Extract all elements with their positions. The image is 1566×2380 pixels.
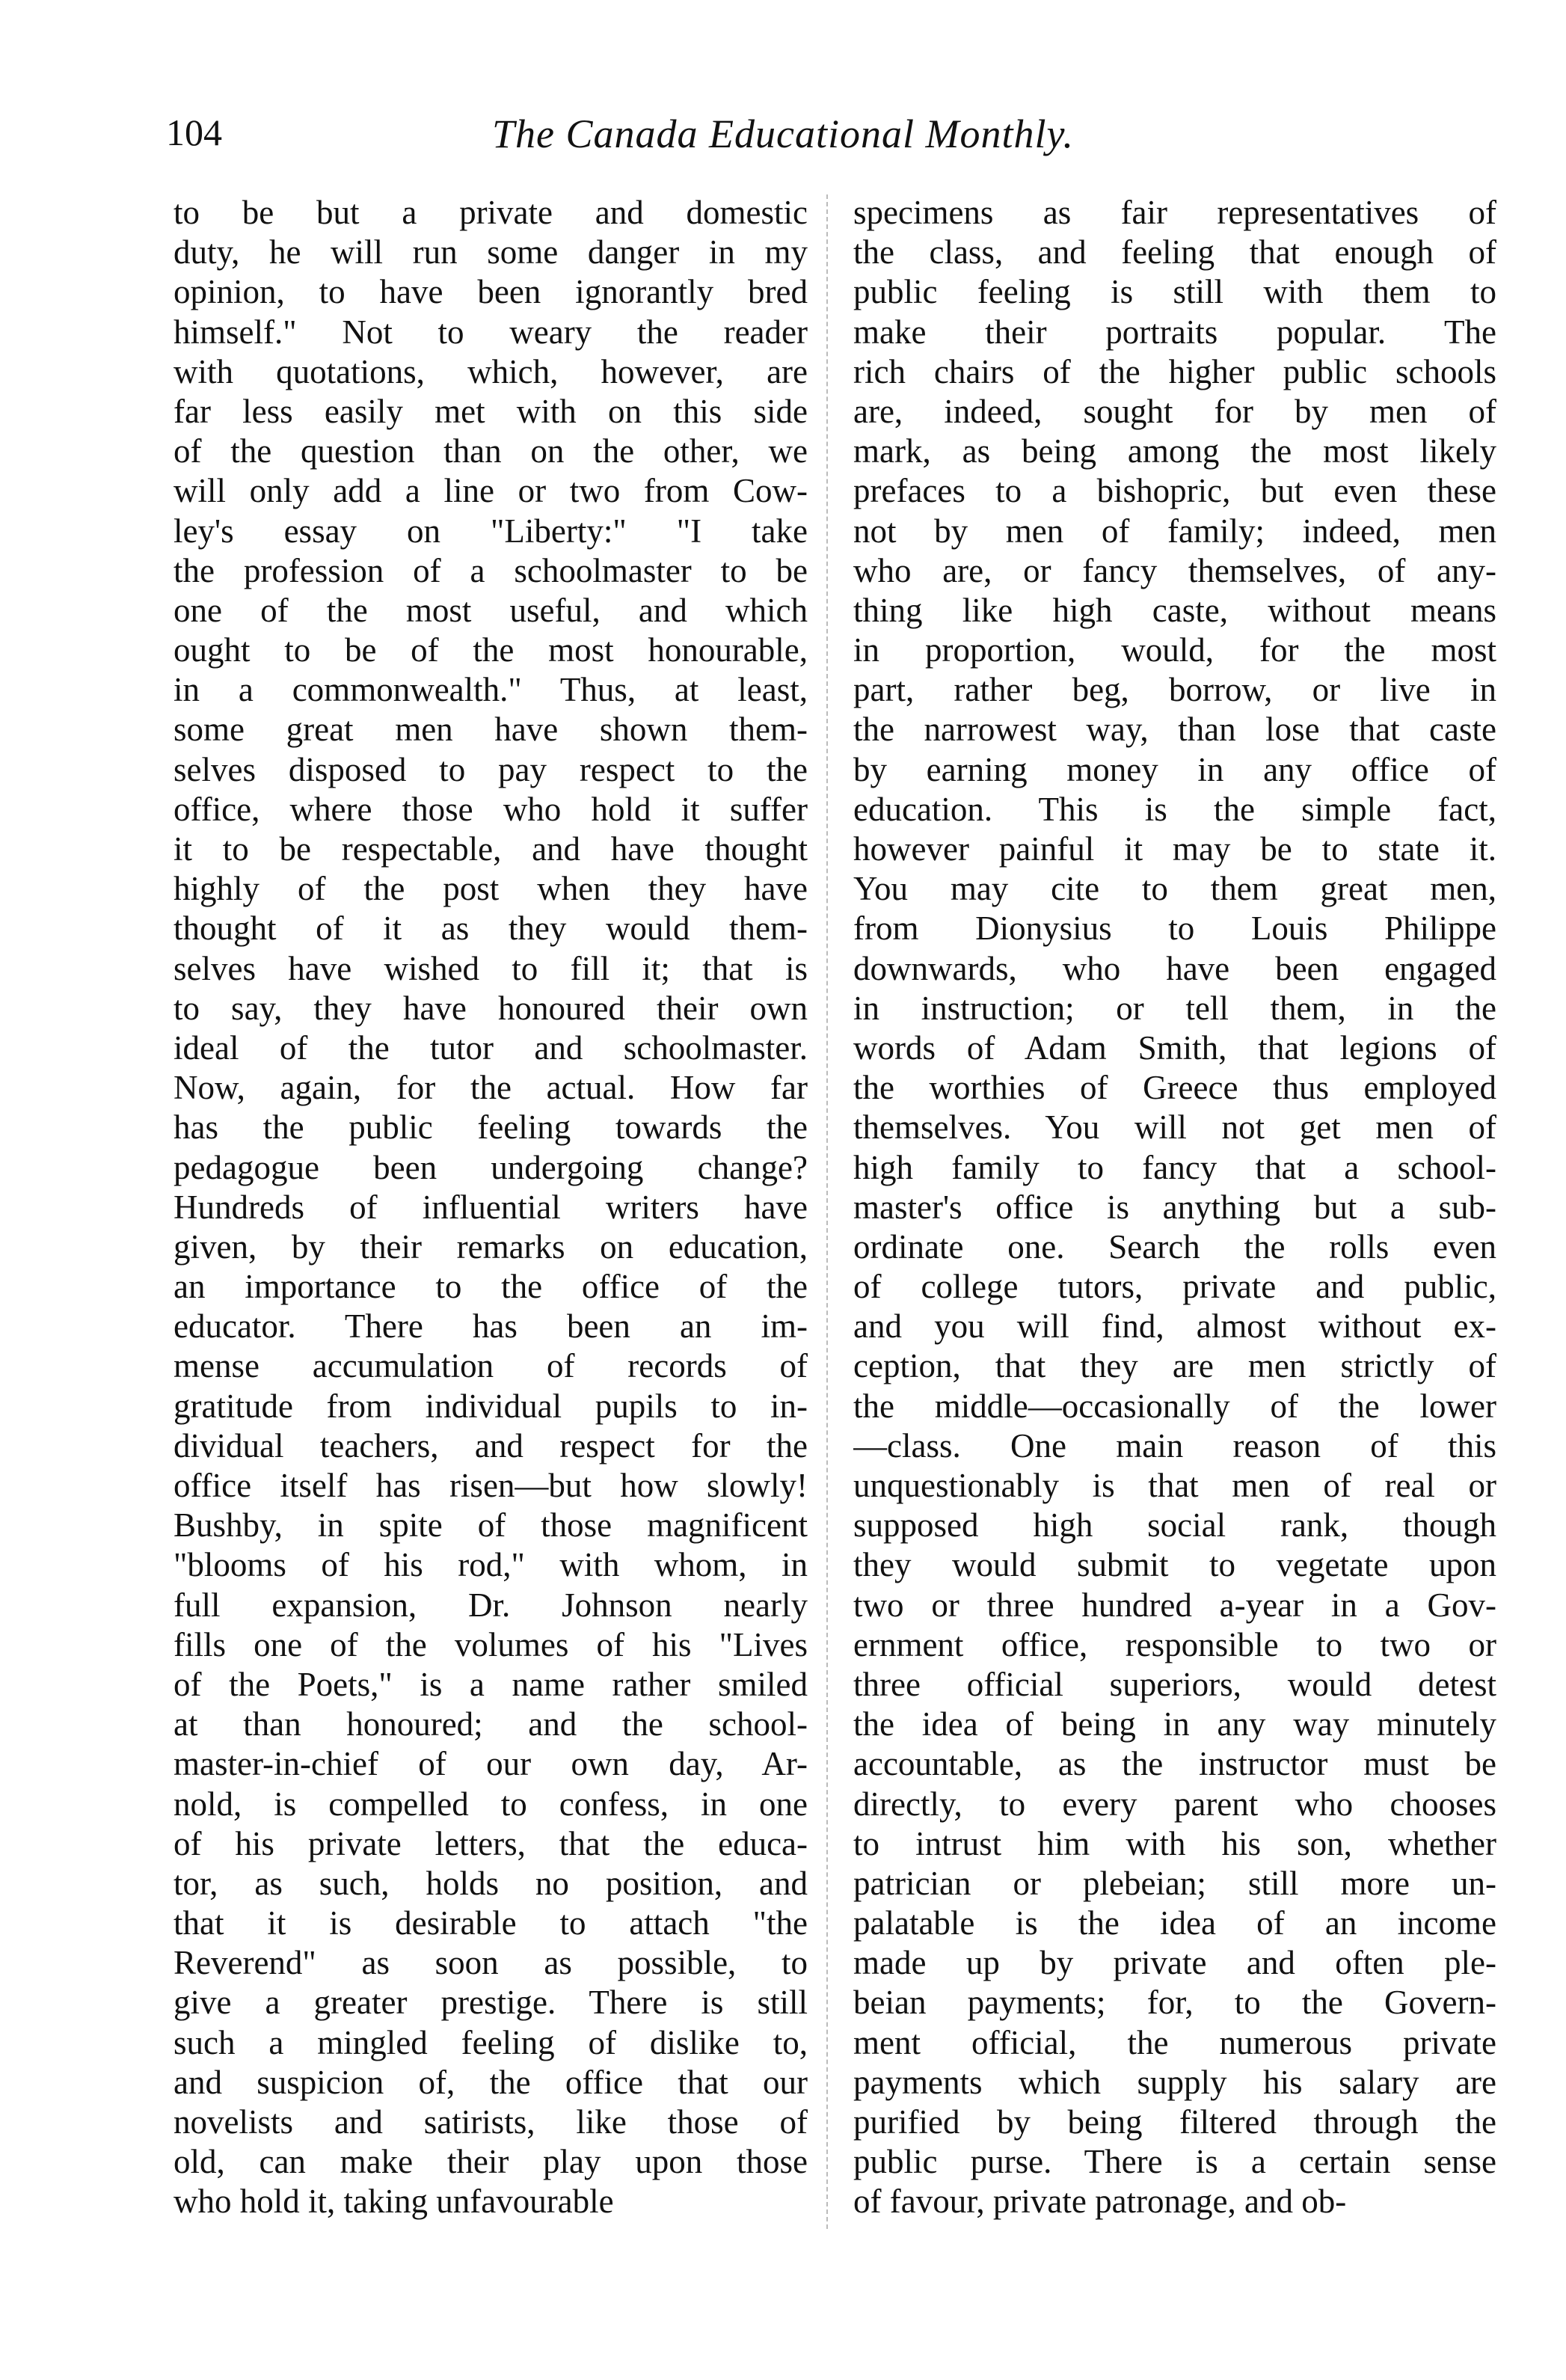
text-line: themselves. You will not get men of — [853, 1108, 1496, 1147]
text-line: to intrust him with his son, whether — [853, 1824, 1496, 1862]
text-line: thought of it as they would them- — [174, 910, 808, 948]
text-line: office itself has risen—but how slowly! — [174, 1467, 808, 1504]
text-line: palatable is the idea of an income — [853, 1904, 1496, 1942]
text-line: master-in-chief of our own day, Ar- — [174, 1745, 808, 1783]
text-line: full expansion, Dr. Johnson nearly — [174, 1586, 808, 1624]
text-line: in instruction; or tell them, in the — [853, 989, 1496, 1027]
text-line: accountable, as the instructor must be — [853, 1745, 1496, 1783]
text-line: You may cite to them great men, — [853, 870, 1496, 908]
text-line: to be but a private and domestic — [174, 194, 808, 231]
text-line: fills one of the volumes of his "Lives — [174, 1625, 808, 1663]
text-line: opinion, to have been ignorantly bred — [174, 273, 808, 311]
text-line: mense accumulation of records of — [174, 1347, 808, 1385]
text-line: and suspicion of, the office that our — [174, 2063, 808, 2101]
text-line: one of the most useful, and which — [174, 591, 808, 629]
text-line: not by men of family; indeed, men — [853, 512, 1496, 550]
text-line: give a greater prestige. There is still — [174, 1984, 808, 2022]
text-line: Hundreds of influential writers have — [174, 1188, 808, 1226]
text-line: in proportion, would, for the most — [853, 631, 1496, 669]
text-line: old, can make their play upon those — [174, 2143, 808, 2181]
text-line: master's office is anything but a sub- — [853, 1188, 1496, 1226]
text-line: and you will find, almost without ex- — [853, 1307, 1496, 1346]
text-line: made up by private and often ple- — [853, 1944, 1496, 1982]
text-line: Reverend" as soon as possible, to — [174, 1944, 808, 1982]
text-line: two or three hundred a-year in a Gov- — [853, 1586, 1496, 1624]
text-line: public purse. There is a certain sense — [853, 2143, 1496, 2181]
text-line: rich chairs of the higher public schools — [853, 352, 1496, 390]
text-line: some great men have shown them- — [174, 711, 808, 749]
text-line: part, rather beg, borrow, or live in — [853, 671, 1496, 709]
text-line: gratitude from individual pupils to in- — [174, 1387, 808, 1425]
text-line: to say, they have honoured their own — [174, 989, 808, 1027]
text-line: an importance to the office of the — [174, 1268, 808, 1306]
text-line: novelists and satirists, like those of — [174, 2103, 808, 2141]
right-text-column — [853, 193, 1496, 2222]
text-line: Now, again, for the actual. How far — [174, 1069, 808, 1107]
text-line: tor, as such, holds no position, and — [174, 1864, 808, 1902]
text-line: of the question than on the other, we — [174, 432, 808, 470]
text-line: patrician or plebeian; still more un- — [853, 1864, 1496, 1902]
text-line: who are, or fancy themselves, of any- — [853, 551, 1496, 589]
text-line: payments which supply his salary are — [853, 2063, 1496, 2101]
text-line: who hold it, taking unfavourable — [174, 2183, 614, 2221]
text-line: ideal of the tutor and schoolmaster. — [174, 1028, 808, 1067]
text-line: mark, as being among the most likely — [853, 432, 1496, 470]
text-line: given, by their remarks on education, — [174, 1227, 808, 1266]
text-line: selves have wished to fill it; that is — [174, 949, 808, 987]
text-line: high family to fancy that a school- — [853, 1148, 1496, 1186]
text-line: of his private letters, that the educa- — [174, 1824, 808, 1862]
text-line: in a commonwealth." Thus, at least, — [174, 671, 808, 709]
text-line: words of Adam Smith, that legions of — [853, 1028, 1496, 1067]
page-header — [0, 111, 1566, 163]
text-line: himself." Not to weary the reader — [174, 313, 808, 351]
text-line: ception, that they are men strictly of — [853, 1347, 1496, 1385]
text-line: the class, and feeling that enough of — [853, 233, 1496, 272]
text-line: office, where those who hold it suffer — [174, 790, 808, 828]
text-line: specimens as fair representatives of — [853, 194, 1496, 231]
text-line: pedagogue been undergoing change? — [174, 1148, 808, 1186]
text-line: nold, is compelled to confess, in one — [174, 1785, 808, 1823]
text-line: of the Poets," is a name rather smiled — [174, 1665, 808, 1703]
text-line: the narrowest way, than lose that caste — [853, 711, 1496, 749]
text-line: the idea of being in any way minutely — [853, 1705, 1496, 1743]
text-line: educator. There has been an im- — [174, 1307, 808, 1346]
running-title: The Canada Educational Monthly. — [492, 111, 1074, 156]
text-line: "blooms of his rod," with whom, in — [174, 1546, 808, 1584]
text-line: dividual teachers, and respect for the — [174, 1426, 808, 1465]
text-line: will only add a line or two from Cow- — [174, 472, 808, 510]
text-line: selves disposed to pay respect to the — [174, 750, 808, 788]
text-line: with quotations, which, however, are — [174, 352, 808, 390]
text-line: downwards, who have been engaged — [853, 949, 1496, 987]
text-line: has the public feeling towards the — [174, 1108, 808, 1147]
text-line: from Dionysius to Louis Philippe — [853, 910, 1496, 948]
text-line: three official superiors, would detest — [853, 1665, 1496, 1703]
page-number: 104 — [166, 111, 222, 153]
text-line: such a mingled feeling of dislike to, — [174, 2023, 808, 2061]
text-line: duty, he will run some danger in my — [174, 233, 808, 272]
text-line: the worthies of Greece thus employed — [853, 1069, 1496, 1107]
text-line: —class. One main reason of this — [853, 1426, 1496, 1465]
text-line: are, indeed, sought for by men of — [853, 392, 1496, 430]
text-line: public feeling is still with them to — [853, 273, 1496, 311]
text-line: directly, to every parent who chooses — [853, 1785, 1496, 1823]
text-line: ernment office, responsible to two or — [853, 1625, 1496, 1663]
text-line: far less easily met with on this side — [174, 392, 808, 430]
text-line: ley's essay on "Liberty:" "I take — [174, 512, 808, 550]
text-line: by earning money in any office of — [853, 750, 1496, 788]
text-line: unquestionably is that men of real or — [853, 1467, 1496, 1504]
text-line: supposed high social rank, though — [853, 1506, 1496, 1545]
column-divider — [826, 194, 829, 2229]
text-line: it to be respectable, and have thought — [174, 830, 808, 868]
text-line: however painful it may be to state it. — [853, 830, 1496, 868]
text-line: education. This is the simple fact, — [853, 790, 1496, 828]
text-line: make their portraits popular. The — [853, 313, 1496, 351]
text-line: beian payments; for, to the Govern- — [853, 1984, 1496, 2022]
text-line: Bushby, in spite of those magnificent — [174, 1506, 808, 1545]
text-line: ordinate one. Search the rolls even — [853, 1227, 1496, 1266]
text-line: at than honoured; and the school- — [174, 1705, 808, 1743]
text-line: they would submit to vegetate upon — [853, 1546, 1496, 1584]
text-line: of favour, private patronage, and ob- — [853, 2183, 1347, 2221]
text-line: the profession of a schoolmaster to be — [174, 551, 808, 589]
text-line: purified by being filtered through the — [853, 2103, 1496, 2141]
text-line: that it is desirable to attach "the — [174, 1904, 808, 1942]
text-line: of college tutors, private and public, — [853, 1268, 1496, 1306]
text-line: ought to be of the most honourable, — [174, 631, 808, 669]
text-line: prefaces to a bishopric, but even these — [853, 472, 1496, 510]
text-line: ment official, the numerous private — [853, 2023, 1496, 2061]
text-line: the middle—occasionally of the lower — [853, 1387, 1496, 1425]
text-line: highly of the post when they have — [174, 870, 808, 908]
text-line: thing like high caste, without means — [853, 591, 1496, 629]
left-text-column — [174, 193, 808, 2222]
